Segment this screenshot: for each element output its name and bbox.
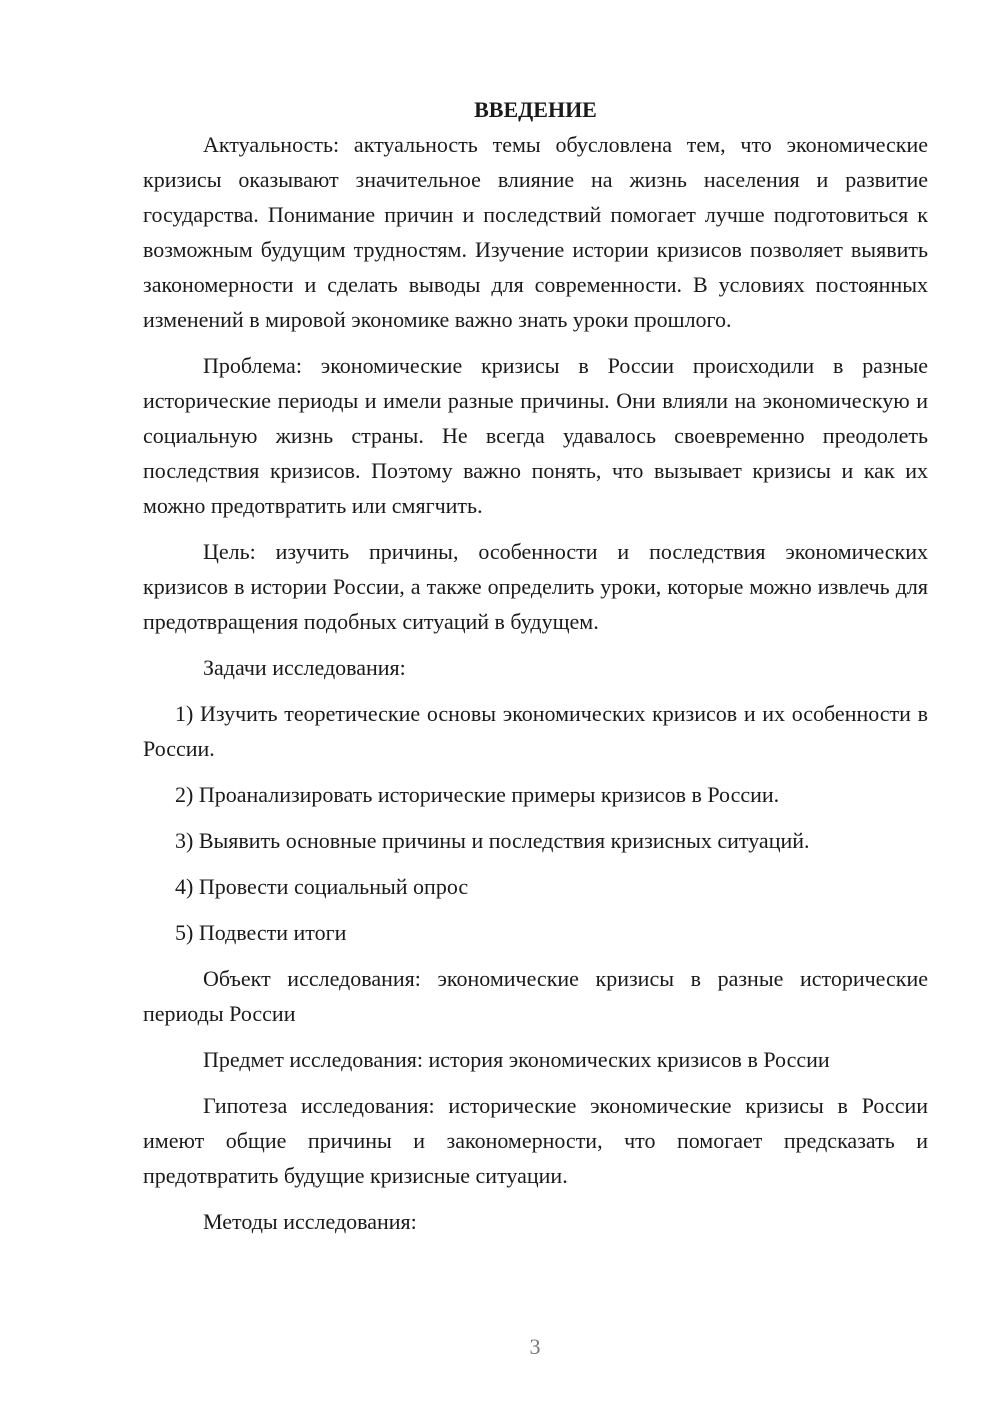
task-item: 2) Проанализировать исторические примеры кризисов в России.: [175, 782, 780, 807]
paragraph-methods-heading: Методы исследования:: [203, 1209, 417, 1234]
document-page: [143, 92, 928, 1250]
paragraph-goal: Цель: изучить причины, особенности и последствия экономических кризисов в истории России, а также определить уроки, которые можно извлечь для предотвращения подобных ситуаций в будущем.: [143, 539, 928, 634]
paragraph-hypothesis: Гипотеза исследования: исторические экономические кризисы в России имеют общие причины и закономерности, что помогает предсказать и предотвратить будущие кризисные ситуации.: [143, 1093, 928, 1188]
paragraph-object: Объект исследования: экономические кризисы в разные исторические периоды России: [143, 966, 928, 1026]
paragraph-subject: Предмет исследования: история экономических кризисов в России: [203, 1047, 830, 1072]
paragraph-problem: Проблема: экономические кризисы в России происходили в разные исторические периоды и имели разные причины. Они влияли на экономическую и социальную жизнь страны. Не всегда удавалось своевременно преодолеть последствия кризисов. Поэтому важно понять, что вызывает кризисы и как их можно предотвратить или смягчить.: [143, 353, 928, 518]
tasks-list: [143, 696, 928, 950]
section-title: ВВЕДЕНИЕ: [474, 97, 597, 122]
paragraph-tasks-heading: Задачи исследования:: [203, 655, 406, 680]
task-item: 5) Подвести итоги: [175, 920, 347, 945]
task-item: 1) Изучить теоретические основы экономических кризисов и их особенности в России.: [143, 701, 928, 761]
page-number: 3: [529, 1334, 541, 1359]
task-item: 4) Провести социальный опрос: [175, 874, 469, 899]
task-item: 3) Выявить основные причины и последствия кризисных ситуаций.: [175, 828, 810, 853]
paragraph-relevance: Актуальность: актуальность темы обусловлена тем, что экономические кризисы оказывают значительное влияние на жизнь населения и развитие государства. Понимание причин и последствий помогает лучше подготовиться к возможным будущим трудностям. Изучение истории кризисов позволяет выявить закономерности и сделать выводы для современности. В условиях постоянных изменений в мировой экономике важно знать уроки прошлого.: [143, 132, 928, 332]
